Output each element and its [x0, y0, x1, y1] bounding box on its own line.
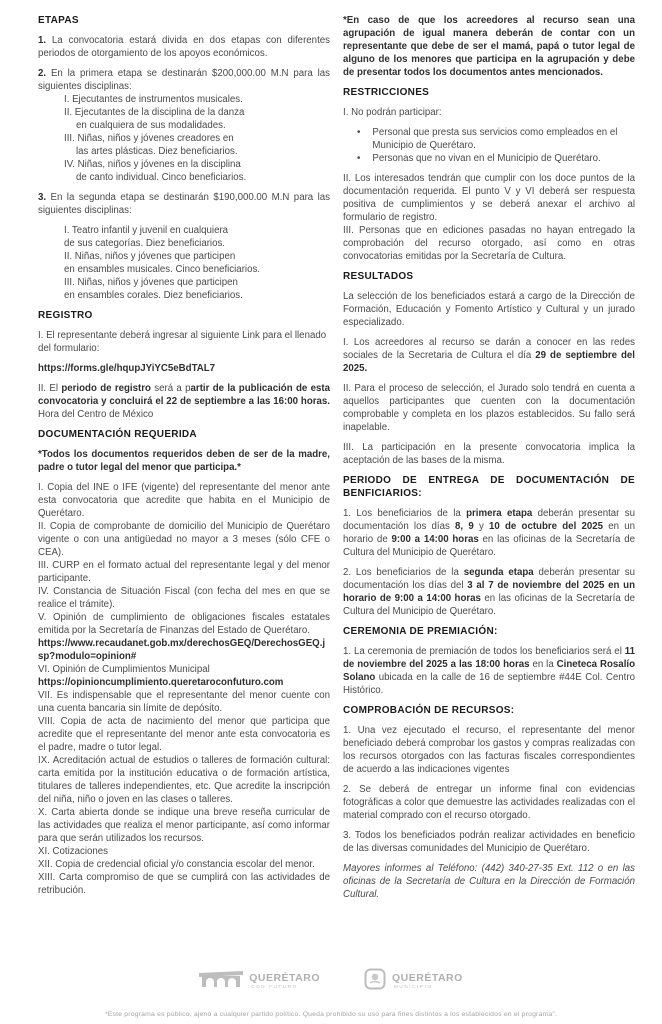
documentation-note: *Todos los documentos requeridos deben de ser de la madre, padre o tutor legal del menor que participa.* — [38, 449, 330, 473]
doc-item: VIII. Copia de acta de nacimiento del menor que participa que acredite que el representante del menor ante esta convocatoria es el padre, madre o tutor legal. — [38, 716, 330, 753]
heading-periodo-entrega: PERIODO DE ENTREGA DE DOCUMENTACIÓN DE BENFICIARIOS: — [343, 475, 635, 499]
list-line: las artes plásticas. Diez beneficiarios. — [76, 146, 238, 157]
doc-item: II. Copia de comprobante de domicilio del Municipio de Querétaro vigente o con una antigüedad no mayor a 3 meses (sólo CFE o CEA). — [38, 521, 330, 558]
restricciones-intro: I. No podrán participar: — [343, 107, 442, 118]
list-line: en ensambles corales. Diez beneficiarios. — [64, 290, 243, 301]
doc-item: V. Opinión de cumplimiento de obligaciones fiscales estatales emitida por la Secretaría de Finanzas del Estado de Querétaro. — [38, 612, 330, 636]
resultados-paragraph-4: III. La participación en la presente convocatoria implica la aceptación de las bases de la misma. — [343, 442, 635, 466]
list-line: I. Ejecutantes de instrumentos musicales. — [64, 94, 243, 105]
etapa2-disciplines-list — [38, 224, 330, 302]
restriction-bullet-item — [357, 152, 635, 165]
logos-row — [0, 964, 662, 995]
group-representative-note: *En caso de que los acreedores al recurso sean una agrupación de igual manera deberán de contar con un representante que debe de ser el mamá, papá o tutor legal de alguno de los menores que participa en la agrupación y debe de presentar todos los documentos antes mencionados. — [343, 15, 635, 78]
heading-comprobacion: COMPROBACIÓN DE RECURSOS: — [343, 705, 515, 716]
bullet-text: Personal que presta sus servicios como empleados en el Municipio de Querétaro. — [372, 127, 618, 151]
periodo-paragraph-1: 1. Los beneficiarios de la primera etapa deberán presentar su documentación los días 8, 9 y 10 de octubre del 2025 en un horario de 9:00 a 14:00 horas en las oficinas de la Secretaría de Cultura del Municipio de Querétaro. — [343, 508, 636, 558]
periodo-paragraph-2: 2. Los beneficiarios de la segunda etapa deberán presentar su documentación los días del 3 al 7 de noviembre del 2025 en un horario de 9:00 a 14:00 horas en las oficinas de la Secretaría de Cultura del Municipio de Querétaro. — [343, 567, 636, 617]
doc-item: I. Copia del INE o IFE (vigente) del representante del menor ante esta convocatoria que acredite que habita en el Municipio de Querétaro. — [38, 482, 330, 519]
etapa1-disciplines-list — [38, 93, 330, 184]
list-line: III. Niñas, niños y jóvenes que participen — [64, 277, 238, 288]
municipio-crest-icon — [364, 968, 386, 995]
left-column — [38, 14, 330, 908]
heading-registro: REGISTRO — [38, 310, 93, 321]
restricciones-paragraph-3: III. Personas que en ediciones pasadas no hayan entregado la comprobación del recurso otorgado, así como en otras convocatorias emitidas por la Secretaría de Cultura. — [343, 225, 635, 262]
comprobacion-paragraph-1: 1. Una vez ejecutado el recurso, el representante del menor beneficiado deberá comprobar los gastos y compras realizadas con los recursos otorgados con las facturas fiscales correspondientes de acuerdo a las indicaciones vigentes — [343, 725, 635, 775]
list-line: IV. Niñas, niños y jóvenes en la disciplina — [64, 159, 241, 170]
etapa2-intro: 3. En la segunda etapa se destinarán $190,000.00 M.N para las siguientes disciplinas: — [38, 192, 330, 216]
heading-etapas: ETAPAS — [38, 15, 79, 26]
recaudanet-link: https://www.recaudanet.gob.mx/derechosGEQ/DerechosGEQ.jsp?modulo=opinion# — [38, 638, 326, 662]
doc-item: IV. Constancia de Situación Fiscal (con fecha del mes en que se realice el trámite). — [38, 586, 330, 610]
logo-text — [249, 973, 320, 990]
queretaro-municipio-logo — [364, 968, 463, 995]
restricciones-paragraph-2: II. Los interesados tendrán que cumplir con los doce puntos de la documentación requerida. El punto V y VI deberá ser respuesta positiva de cumplimientos y se deberá anexar el archivo al formulario de registro. — [343, 173, 635, 223]
heading-resultados: RESULTADOS — [343, 271, 414, 282]
doc-item: VI. Opinión de Cumplimientos Municipal — [38, 664, 210, 675]
contact-info: Mayores informes al Teléfono: (442) 340-27-35 Ext. 112 o en las oficinas de la Secretaría de Cultura en la Dirección de Formación Cultural. — [343, 863, 635, 900]
registro-paragraph-1: I. El representante deberá ingresar al siguiente Link para el llenado del formulario: — [38, 330, 327, 354]
resultados-paragraph-2: I. Los acreedores al recurso se darán a conocer en las redes sociales de la Secretaria de Cultura el día 29 de septiembre del 2025. — [343, 337, 635, 374]
bullet-icon: • — [357, 153, 361, 164]
right-column — [343, 14, 635, 908]
logo-title: QUERÉTARO — [392, 971, 463, 984]
restrictions-bullet-list — [343, 126, 635, 165]
doc-item: XI. Cotizaciones — [38, 846, 108, 857]
logo-text — [392, 973, 463, 990]
doc-item: IX. Acreditación actual de estudios o talleres de formación cultural: carta emitida por la institución educativa o de formación artística, titulares de talleres independientes, etc. Que acredite la inscripción del niña, niño o joven en las clases o talleres. — [38, 755, 330, 805]
registration-form-link: https://forms.gle/hqupJYiYC5eBdTAL7 — [38, 363, 216, 374]
list-line: II. Niñas, niños y jóvenes que participen — [64, 251, 236, 262]
documentation-items-list — [38, 481, 330, 897]
aqueduct-icon — [199, 969, 243, 994]
list-line: en ensambles musicales. Cinco beneficiarios. — [64, 264, 260, 275]
program-disclaimer: *Este programa es público, ajeno a cualquier partido político. Queda prohibido su uso para fines distintos a los establecidos en el programa". — [104, 1011, 558, 1018]
doc-item: VII. Es indispensable que el representante del menor cuente con una cuenta bancaria sin límite de depósito. — [38, 690, 330, 714]
comprobacion-paragraph-3: 3. Todos los beneficiados podrán realizar actividades en beneficio de las diversas comunidades del Municipio de Querétaro. — [343, 830, 635, 854]
queretaro-con-futuro-logo — [199, 969, 320, 994]
restriction-bullet-item — [357, 126, 635, 152]
list-line: en cualquiera de sus modalidades. — [76, 120, 226, 131]
ceremonia-paragraph-1: 1. La ceremonia de premiación de todos los beneficiarios será el 11 de noviembre del 2025 a las 18:00 horas en la Cineteca Rosalío Solano ubicada en la calle de 16 de septiembre #44E Col. Centro Histórico. — [343, 646, 635, 696]
heading-documentacion-requerida: DOCUMENTACIÓN REQUERIDA — [38, 429, 197, 440]
resultados-paragraph-3: II. Para el proceso de selección, el Jurado solo tendrá en cuenta a aquellos participantes que cuenten con la documentación comprobable y completa en los plazos establecidos. Su fallo será inapelable. — [343, 383, 635, 433]
heading-ceremonia: CEREMONIA DE PREMIACIÓN: — [343, 626, 498, 637]
logo-subtitle: MUNICIPIO — [394, 984, 433, 990]
heading-restricciones: RESTRICCIONES — [343, 87, 430, 98]
list-line: II. Ejecutantes de la disciplina de la danza — [64, 107, 245, 118]
bullet-text: Personas que no vivan en el Municipio de Querétaro. — [372, 153, 601, 164]
list-line: III. Niñas, niños y jóvenes creadores en — [64, 133, 234, 144]
etapas-paragraph-1: 1. La convocatoria estará divida en dos etapas con diferentes periodos de otorgamiento de los apoyos económicos. — [38, 35, 330, 59]
resultados-paragraph-1: La selección de los beneficiados estará a cargo de la Dirección de Formación, Educación y Fomento Artístico y Cultural y un jurado especializado. — [343, 291, 635, 328]
logo-subtitle: CON FUTURO — [251, 984, 298, 990]
list-line: de sus categorías. Diez beneficiarios. — [64, 238, 226, 249]
logo-title: QUERÉTARO — [249, 971, 320, 984]
bullet-icon: • — [357, 127, 361, 138]
list-line: I. Teatro infantil y juvenil en cualquiera — [64, 225, 229, 236]
doc-item: X. Carta abierta donde se indique una breve reseña curricular de las actividades que realiza el menor participante, así como informar para que serán utilizados los recursos. — [38, 807, 330, 844]
doc-item: III. CURP en el formato actual del representante legal y del menor participante. — [38, 560, 330, 584]
doc-item: XII. Copia de credencial oficial y/o constancia escolar del menor. — [38, 859, 315, 870]
page-footer — [0, 964, 662, 1024]
opinion-cumplimiento-link: https://opinioncumplimiento.queretaroconfuturo.com — [38, 677, 284, 688]
doc-item: XIII. Carta compromiso de que se cumplirá con las actividades de retribución. — [38, 872, 330, 896]
registro-paragraph-2: II. El periodo de registro será a partir de la publicación de esta convocatoria y concluirá el 22 de septiembre a las 16:00 horas. Hora del Centro de México — [38, 383, 330, 420]
list-line: de canto individual. Cinco beneficiarios. — [76, 172, 247, 183]
comprobacion-paragraph-2: 2. Se deberá de entregar un informe final con evidencias fotográficas a color que demuestre las actividades realizadas con el material comprado con el recurso otorgado. — [343, 784, 635, 821]
etapa1-intro: 2. En la primera etapa se destinarán $200,000.00 M.N para las siguientes disciplinas: — [38, 68, 330, 92]
